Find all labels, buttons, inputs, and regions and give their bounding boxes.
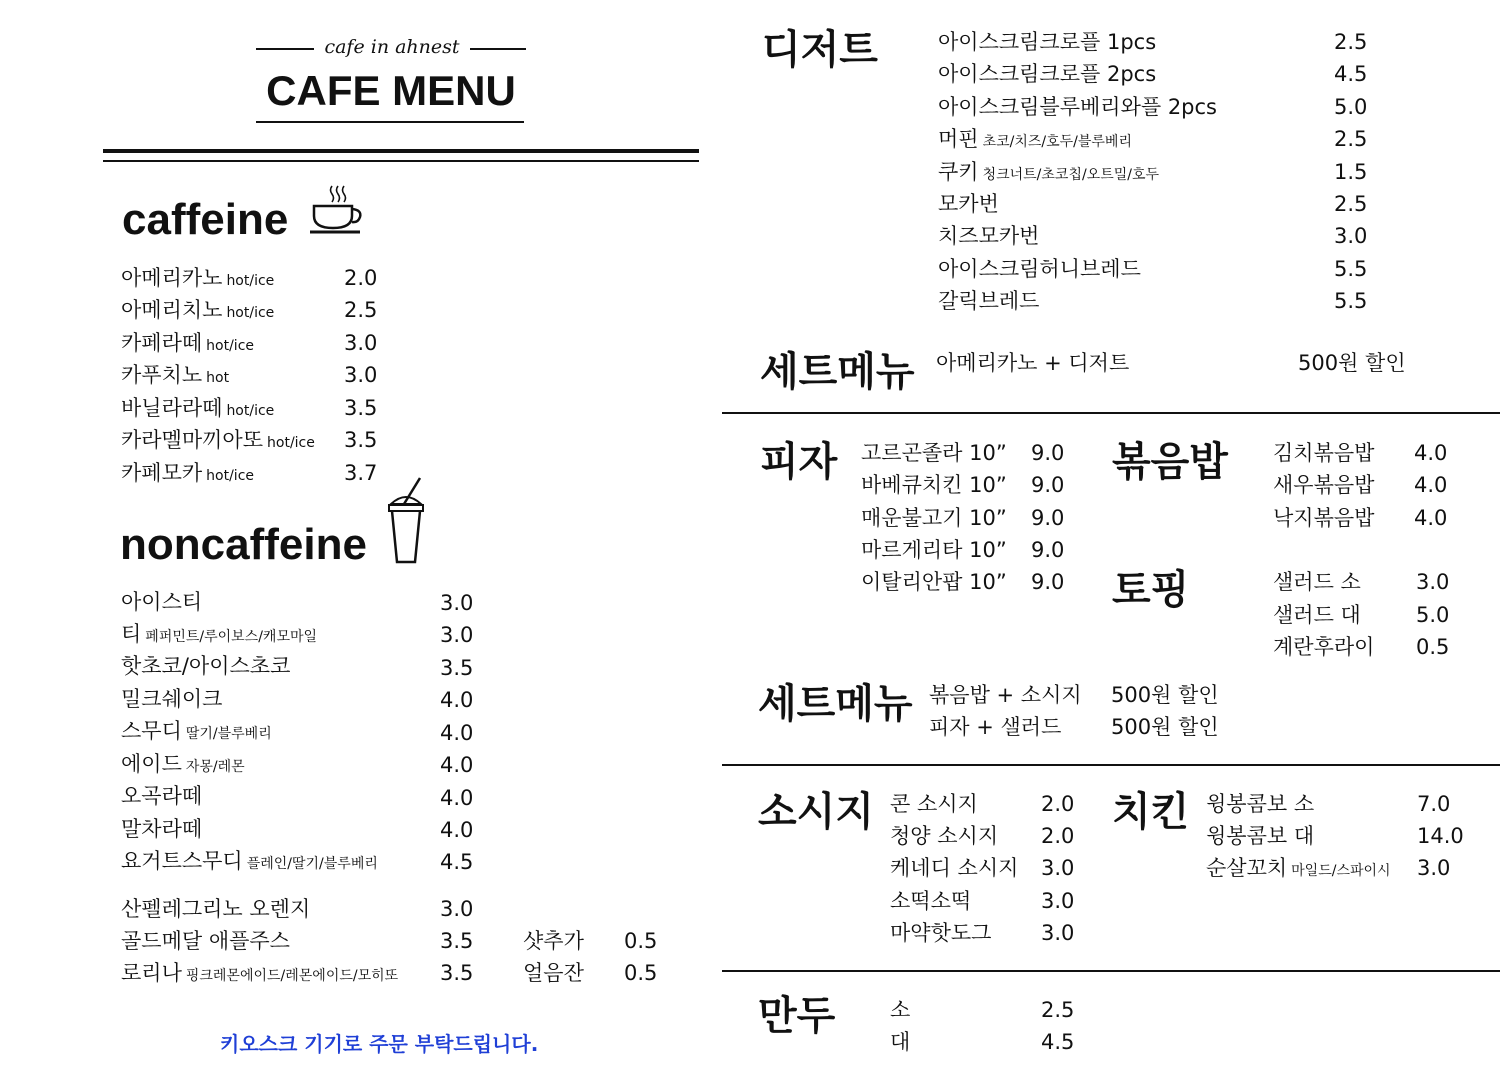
- item-price: 2.0: [344, 266, 378, 290]
- item-name: 순살꼬치: [1206, 856, 1288, 880]
- item-name: 이탈리안팝 10”: [861, 570, 1007, 594]
- section-title-caffeine: caffeine: [122, 195, 289, 244]
- item-name: 매운불고기 10”: [861, 506, 1007, 530]
- category-title-fried-rice: 볶음밥: [1112, 439, 1228, 485]
- item-name: 로리나: [121, 961, 182, 985]
- set-discount: 500원 할인: [1298, 351, 1406, 375]
- extra-price: 0.5: [624, 929, 658, 953]
- item-name: 밀크쉐이크: [121, 687, 223, 711]
- iced-drink-icon: [386, 474, 426, 566]
- item-name: 아이스크림크로플 1pcs: [938, 30, 1157, 54]
- item-name: 바닐라라떼: [121, 396, 223, 420]
- menu-item: [121, 624, 317, 645]
- item-price: 3.5: [440, 656, 474, 680]
- item-name: 바베큐치킨 10”: [861, 473, 1007, 497]
- item-price: 4.0: [440, 753, 474, 777]
- item-price: 2.5: [344, 298, 378, 322]
- item-price: 3.0: [1416, 570, 1450, 594]
- category-title-dessert: 디저트: [762, 27, 878, 73]
- item-price: 14.0: [1417, 824, 1464, 848]
- header-rule-left: [256, 48, 314, 50]
- item-name: 윙봉콤보 소: [1206, 792, 1315, 816]
- item-name: 카푸치노: [121, 363, 203, 387]
- menu-item: [938, 64, 1156, 85]
- item-name: 티: [121, 622, 142, 646]
- item-name: 아메리치노: [121, 298, 223, 322]
- item-price: 9.0: [1031, 441, 1065, 465]
- item-note: 청크너트/초코칩/오트밀/호두: [982, 167, 1160, 183]
- item-price: 9.0: [1031, 538, 1065, 562]
- section-title-noncaffeine: noncaffeine: [120, 520, 367, 569]
- item-name: 아이스크림허니브레드: [938, 257, 1141, 281]
- menu-item: [938, 97, 1217, 118]
- item-price: 1.5: [1334, 160, 1368, 184]
- menu-item: [121, 754, 245, 775]
- menu-item: [121, 786, 206, 807]
- category-title-chicken: 치킨: [1112, 789, 1190, 835]
- item-name: 머핀: [938, 127, 979, 151]
- item-name: 아이스크림블루베리와플 2pcs: [938, 95, 1217, 119]
- item-note: hot/ice: [226, 273, 275, 289]
- menu-item: [938, 226, 1039, 247]
- menu-item: [938, 194, 999, 215]
- item-name: 윙봉콤보 대: [1206, 824, 1315, 848]
- set-desc: 피자 + 샐러드: [929, 715, 1062, 739]
- item-name: 고르곤졸라 10”: [861, 441, 1007, 465]
- item-name: 요거트스무디: [121, 849, 243, 873]
- item-price: 3.0: [344, 363, 378, 387]
- item-name: 카페라떼: [121, 331, 203, 355]
- menu-item: [938, 129, 1132, 150]
- item-name: 소떡소떡: [890, 889, 972, 913]
- item-name: 샐러드 대: [1273, 603, 1361, 627]
- menu-item: [121, 333, 254, 354]
- item-price: 5.0: [1334, 95, 1368, 119]
- item-name: 계란후라이: [1273, 635, 1375, 659]
- category-title-dumpling: 만두: [758, 993, 836, 1039]
- header-rule-right: [470, 48, 526, 50]
- item-name: 아이스티: [121, 590, 203, 614]
- menu-item: [121, 268, 274, 289]
- menu-item: [1206, 794, 1314, 815]
- item-price: 4.5: [440, 850, 474, 874]
- title-underline: [256, 121, 524, 123]
- item-price: 4.0: [440, 786, 474, 810]
- item-note: hot/ice: [206, 468, 255, 484]
- item-note: hot/ice: [267, 435, 315, 451]
- page-title: CAFE MENU: [266, 67, 516, 114]
- item-name: 치즈모카번: [938, 224, 1040, 248]
- item-price: 2.5: [1334, 192, 1368, 216]
- divider: [722, 764, 1500, 766]
- item-price: 5.0: [1416, 603, 1450, 627]
- item-price: 3.0: [440, 591, 474, 615]
- item-price: 3.0: [1417, 856, 1451, 880]
- item-name: 청양 소시지: [890, 824, 999, 848]
- menu-item: [121, 963, 398, 984]
- item-name: 쿠키: [938, 160, 979, 184]
- item-name: 골드메달 애플주스: [121, 929, 290, 953]
- coffee-cup-icon: [308, 184, 364, 238]
- category-title-set-menu: 세트메뉴: [760, 349, 915, 395]
- item-price: 3.0: [1041, 921, 1075, 945]
- item-price: 3.7: [344, 461, 378, 485]
- menu-item: [121, 851, 378, 872]
- kiosk-notice: 키오스크 기기로 주문 부탁드립니다.: [220, 1032, 539, 1056]
- menu-item: [121, 463, 254, 484]
- menu-item: [938, 259, 1141, 280]
- menu-item: [121, 689, 226, 710]
- item-name: 샐러드 소: [1273, 570, 1361, 594]
- category-title-set-menu-2: 세트메뉴: [758, 681, 913, 727]
- menu-item: [121, 899, 310, 920]
- item-price: 2.0: [1041, 792, 1075, 816]
- item-name: 핫초코/아이스초코: [121, 654, 291, 678]
- item-note: hot/ice: [226, 403, 275, 419]
- set-discount: 500원 할인: [1111, 715, 1219, 739]
- menu-item: [121, 721, 272, 742]
- set-desc: 아메리카노 + 디저트: [936, 351, 1130, 375]
- item-name: 말차라떼: [121, 817, 203, 841]
- item-price: 3.5: [344, 396, 378, 420]
- item-name: 모카번: [938, 192, 999, 216]
- menu-item: [938, 32, 1156, 53]
- item-price: 4.0: [440, 721, 474, 745]
- item-note: 페퍼민트/루이보스/캐모마일: [145, 629, 318, 645]
- item-note: 마일드/스파이시: [1291, 863, 1391, 879]
- item-name: 에이드: [121, 752, 182, 776]
- item-price: 3.5: [440, 929, 474, 953]
- menu-item: [121, 430, 315, 451]
- item-name: 낙지볶음밥: [1273, 506, 1375, 530]
- item-price: 3.5: [440, 961, 474, 985]
- extra-item: 얼음잔: [523, 961, 584, 985]
- extra-item: 샷추가: [523, 929, 584, 953]
- item-price: 2.5: [1334, 30, 1368, 54]
- menu-item: [938, 162, 1159, 183]
- item-price: 3.0: [344, 331, 378, 355]
- item-price: 2.0: [1041, 824, 1075, 848]
- item-name: 케네디 소시지: [890, 856, 1019, 880]
- menu-item: [121, 819, 206, 840]
- item-name: 카라멜마끼아또: [121, 428, 264, 452]
- item-note: 핑크레몬에이드/레몬에이드/모히또: [185, 968, 399, 984]
- item-price: 3.0: [440, 623, 474, 647]
- item-note: 자몽/레몬: [185, 759, 245, 775]
- item-price: 3.0: [1041, 889, 1075, 913]
- item-price: 4.0: [1414, 441, 1448, 465]
- menu-item: [1206, 826, 1314, 847]
- category-title-sausage: 소시지: [758, 789, 874, 835]
- item-price: 3.0: [1334, 224, 1368, 248]
- item-price: 4.0: [1414, 473, 1448, 497]
- item-name: 스무디: [121, 719, 182, 743]
- menu-item: [121, 300, 274, 321]
- menu-item: [121, 656, 294, 677]
- item-note: 딸기/블루베리: [185, 726, 272, 742]
- item-name: 김치볶음밥: [1273, 441, 1375, 465]
- item-note: hot: [206, 370, 230, 386]
- item-price: 7.0: [1417, 792, 1451, 816]
- item-name: 마약핫도그: [890, 921, 992, 945]
- item-note: 초코/치즈/호두/블루베리: [982, 134, 1132, 150]
- menu-item: [121, 592, 206, 613]
- divider: [722, 412, 1500, 414]
- item-name: 오곡라떼: [121, 784, 203, 808]
- category-title-pizza: 피자: [760, 439, 838, 485]
- menu-item: [121, 931, 290, 952]
- item-name: 소: [890, 998, 911, 1022]
- item-price: 3.5: [344, 428, 378, 452]
- item-name: 새우볶음밥: [1273, 473, 1375, 497]
- item-note: 플레인/딸기/블루베리: [246, 856, 378, 872]
- item-name: 갈릭브레드: [938, 289, 1040, 313]
- item-name: 콘 소시지: [890, 792, 978, 816]
- item-price: 5.5: [1334, 257, 1368, 281]
- divider: [722, 970, 1500, 972]
- item-price: 3.0: [440, 897, 474, 921]
- item-note: hot/ice: [206, 338, 255, 354]
- item-name: 대: [890, 1030, 911, 1054]
- menu-item: [121, 365, 229, 386]
- extra-price: 0.5: [624, 961, 658, 985]
- header-script-text: cafe in ahnest: [324, 36, 460, 58]
- item-price: 5.5: [1334, 289, 1368, 313]
- item-price: 3.0: [1041, 856, 1075, 880]
- divider-thick: [103, 149, 699, 153]
- item-price: 4.0: [440, 688, 474, 712]
- menu-item: [1206, 858, 1391, 879]
- menu-item: [121, 398, 274, 419]
- item-price: 0.5: [1416, 635, 1450, 659]
- item-price: 4.5: [1041, 1030, 1075, 1054]
- menu-item: [938, 291, 1039, 312]
- item-price: 2.5: [1041, 998, 1075, 1022]
- item-price: 4.0: [440, 818, 474, 842]
- item-name: 아이스크림크로플 2pcs: [938, 62, 1157, 86]
- item-name: 카페모카: [121, 461, 203, 485]
- item-price: 9.0: [1031, 473, 1065, 497]
- item-price: 2.5: [1334, 127, 1368, 151]
- item-name: 아메리카노: [121, 266, 223, 290]
- item-price: 9.0: [1031, 506, 1065, 530]
- item-price: 9.0: [1031, 570, 1065, 594]
- item-note: hot/ice: [226, 305, 275, 321]
- item-name: 마르게리타 10”: [861, 538, 1007, 562]
- item-price: 4.0: [1414, 506, 1448, 530]
- item-name: 산펠레그리노 오렌지: [121, 897, 311, 921]
- set-desc: 볶음밥 + 소시지: [929, 683, 1082, 707]
- divider-thin: [103, 160, 699, 162]
- item-price: 4.5: [1334, 62, 1368, 86]
- set-discount: 500원 할인: [1111, 683, 1219, 707]
- category-title-topping: 토핑: [1112, 567, 1190, 613]
